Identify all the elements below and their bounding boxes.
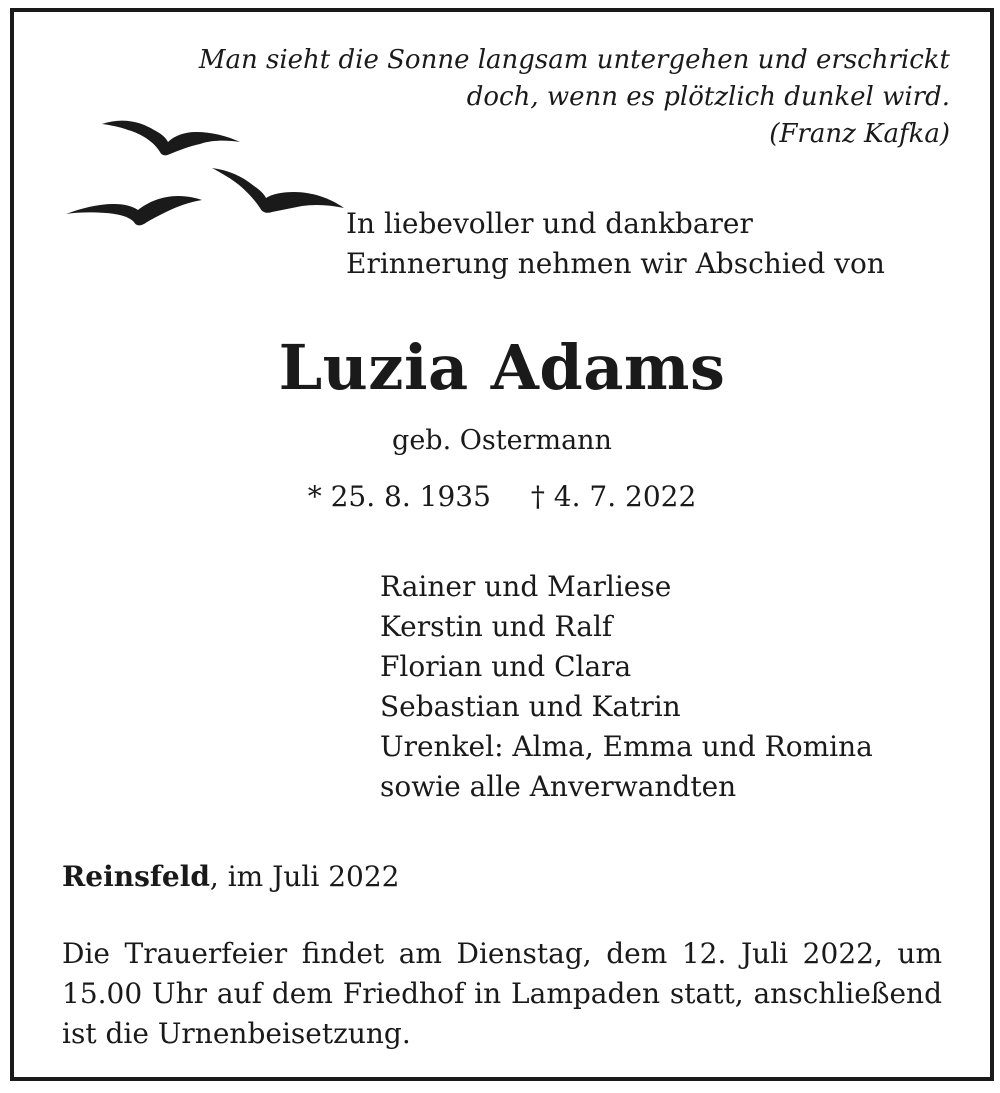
death-date: † 4. 7. 2022 — [530, 480, 697, 513]
mourner-line: sowie alle Anverwandten — [380, 770, 737, 803]
intro-text — [346, 204, 885, 284]
mourner-line: Florian und Clara — [380, 650, 632, 683]
mourner-line: Kerstin und Ralf — [380, 610, 613, 643]
intro-line: Erinnerung nehmen wir Abschied von — [346, 247, 885, 280]
mourner-line: Rainer und Marliese — [380, 570, 672, 603]
maiden-name: geb. Ostermann — [392, 425, 612, 456]
mourner-line: Sebastian und Katrin — [380, 690, 681, 723]
life-dates — [14, 477, 990, 517]
place-and-date — [62, 857, 399, 897]
town-name: Reinsfeld — [62, 860, 210, 893]
quote-author: (Franz Kafka) — [769, 119, 950, 149]
birth-date: * 25. 8. 1935 — [307, 480, 491, 513]
notice-date: , im Juli 2022 — [209, 860, 400, 893]
bird-icon — [212, 168, 344, 213]
mourner-line: Urenkel: Alma, Emma und Romina — [380, 730, 873, 763]
mourners-list — [380, 567, 873, 807]
quote-line: doch, wenn es plötzlich dunkel wird. — [466, 82, 950, 112]
intro-line: In liebevoller und dankbarer — [346, 207, 753, 240]
bird-icon — [102, 121, 240, 156]
bird-icon — [66, 196, 202, 225]
deceased-name: Luzia Adams — [278, 331, 726, 404]
flying-birds-icon — [62, 112, 352, 237]
obituary-notice — [10, 8, 994, 1081]
quote-line: Man sieht die Sonne langsam untergehen und erschrickt — [198, 45, 950, 75]
funeral-service-info: Die Trauerfeier findet am Dienstag, dem 12. Juli 2022, um 15.00 Uhr auf dem Friedhof in Lampaden statt, anschließend ist die Urnenbeisetzung. — [62, 937, 942, 1050]
